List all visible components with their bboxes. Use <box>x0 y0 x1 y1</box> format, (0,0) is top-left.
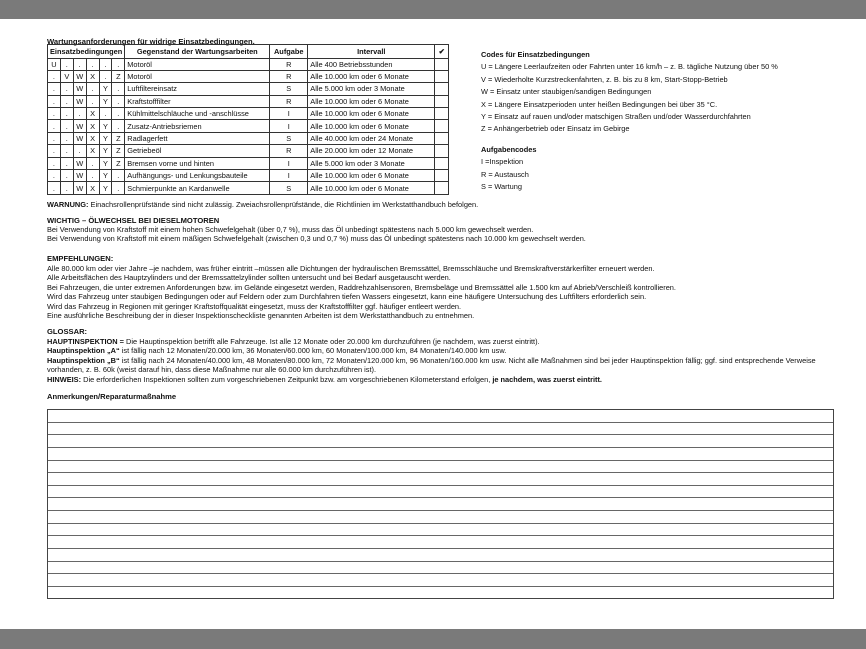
recommendation-line: Wird das Fahrzeug in Regionen mit geringer Kraftstoffqualität eingesetzt, muss der Kraftstofffilter ggf. häufiger entleert werden. <box>47 301 462 311</box>
recommendations-paragraph <box>47 264 837 320</box>
viewer-bottom-bar <box>0 629 866 649</box>
condition-cell: . <box>48 145 61 157</box>
condition-cell: . <box>86 157 99 169</box>
condition-cell: Z <box>112 70 125 82</box>
condition-cell: Y <box>99 95 112 107</box>
condition-cell: . <box>86 170 99 182</box>
condition-cell: . <box>60 95 73 107</box>
table-row <box>48 83 449 95</box>
note-line[interactable] <box>48 448 833 461</box>
condition-cell: Z <box>112 145 125 157</box>
condition-cell: Y <box>99 157 112 169</box>
condition-cell: Z <box>112 132 125 144</box>
object-cell: Motoröl <box>125 58 270 70</box>
task-cell: I <box>270 157 308 169</box>
condition-cell: X <box>86 182 99 194</box>
table-body <box>48 58 449 194</box>
warning-paragraph <box>47 200 837 209</box>
condition-cell: . <box>48 157 61 169</box>
condition-cell: . <box>73 58 86 70</box>
header-object: Gegenstand der Wartungsarbeiten <box>125 45 270 59</box>
condition-cell: X <box>86 70 99 82</box>
note-line[interactable] <box>48 574 833 587</box>
condition-cell: W <box>73 83 86 95</box>
condition-cell: V <box>60 70 73 82</box>
check-cell[interactable] <box>435 157 449 169</box>
condition-cell: . <box>112 83 125 95</box>
condition-cell: W <box>73 132 86 144</box>
interval-cell: Alle 400 Betriebsstunden <box>308 58 435 70</box>
task-code-r: R = Austausch <box>481 169 529 179</box>
condition-cell: . <box>60 157 73 169</box>
check-cell[interactable] <box>435 132 449 144</box>
header-conditions: Einsatzbedingungen <box>48 45 125 59</box>
condition-cell: Z <box>112 157 125 169</box>
recommendations-title: EMPFEHLUNGEN: <box>47 254 114 263</box>
oil-line: Bei Verwendung von Kraftstoff mit einem mäßigen Schwefelgehalt (zwischen 0,3 und 0,7 %) muss das Öl unbedingt spätestens nach 10.000 km gewechselt werden. <box>47 234 586 244</box>
condition-cell: . <box>112 95 125 107</box>
codes-legend <box>481 49 841 193</box>
code-z: Z = Anhängerbetrieb oder Einsatz im Gebirge <box>481 124 630 134</box>
interval-cell: Alle 10.000 km oder 6 Monate <box>308 170 435 182</box>
maintenance-title: Wartungsanforderungen für widrige Einsatzbedingungen. <box>47 37 255 46</box>
recommendation-line: Alle Arbeitsflächen des Hauptzylinders und der Bremssattelzylinder sollten untersucht und bei Bedarf ausgetauscht werden. <box>47 273 451 283</box>
note-line[interactable] <box>48 423 833 436</box>
condition-cell: . <box>99 70 112 82</box>
header-task: Aufgabe <box>270 45 308 59</box>
task-cell: R <box>270 95 308 107</box>
task-code-i: I =Inspektion <box>481 157 524 167</box>
check-cell[interactable] <box>435 70 449 82</box>
condition-cell: . <box>86 83 99 95</box>
condition-cell: W <box>73 95 86 107</box>
condition-cell: . <box>60 120 73 132</box>
condition-cell: . <box>48 108 61 120</box>
task-cell: S <box>270 182 308 194</box>
condition-cell: . <box>60 132 73 144</box>
oil-paragraph <box>47 225 837 244</box>
interval-cell: Alle 5.000 km oder 3 Monate <box>308 157 435 169</box>
code-w: W = Einsatz unter staubigen/sandigen Bedingungen <box>481 87 652 97</box>
condition-cell: U <box>48 58 61 70</box>
condition-cell: . <box>99 108 112 120</box>
check-cell[interactable] <box>435 83 449 95</box>
code-y: Y = Einsatz auf rauen und/oder matschigen Straßen und/oder Wasserdurchfahrten <box>481 112 751 122</box>
condition-cell: . <box>48 70 61 82</box>
interval-cell: Alle 10.000 km oder 6 Monate <box>308 95 435 107</box>
object-cell: Radlagerfett <box>125 132 270 144</box>
check-cell[interactable] <box>435 145 449 157</box>
header-interval: Intervall <box>308 45 435 59</box>
code-u: U = Längere Leerlaufzeiten oder Fahrten unter 16 km/h – z. B. tägliche Nutzung über 50 % <box>481 62 778 72</box>
interval-cell: Alle 20.000 km oder 12 Monate <box>308 145 435 157</box>
condition-cell: . <box>48 95 61 107</box>
condition-cell: . <box>60 108 73 120</box>
object-cell: Bremsen vorne und hinten <box>125 157 270 169</box>
object-cell: Zusatz-Antriebsriemen <box>125 120 270 132</box>
task-cell: R <box>270 145 308 157</box>
condition-cell: . <box>112 120 125 132</box>
condition-cell: . <box>48 83 61 95</box>
interval-cell: Alle 5.000 km oder 3 Monate <box>308 83 435 95</box>
condition-cell: . <box>99 58 112 70</box>
condition-cell: W <box>73 157 86 169</box>
interval-cell: Alle 10.000 km oder 6 Monate <box>308 120 435 132</box>
condition-cell: . <box>60 58 73 70</box>
task-cell: S <box>270 132 308 144</box>
interval-cell: Alle 10.000 km oder 6 Monate <box>308 70 435 82</box>
glossary-title: GLOSSAR: <box>47 327 88 336</box>
condition-cell: W <box>73 120 86 132</box>
recommendation-line: Alle 80.000 km oder vier Jahre –je nachdem, was früher eintritt –müssen alle Dichtungen der hydraulischen Bremssättel, Bremsschläuche und Bremskraftverstärkerfilter erneuert werden. <box>47 264 655 273</box>
condition-cell: . <box>112 182 125 194</box>
oil-line: Bei Verwendung von Kraftstoff mit einem hohen Schwefelgehalt (über 0,7 %), muss das Öl unbedingt spätestens nach 5.000 km gewechselt werden. <box>47 225 534 234</box>
condition-cell: W <box>73 70 86 82</box>
task-code-s: S = Wartung <box>481 182 523 192</box>
condition-cell: . <box>48 170 61 182</box>
condition-cell: Y <box>99 182 112 194</box>
note-line[interactable] <box>48 461 833 474</box>
note-line[interactable] <box>48 536 833 549</box>
check-cell[interactable] <box>435 182 449 194</box>
condition-cell: . <box>112 170 125 182</box>
recommendation-line: Wird das Fahrzeug unter staubigen Bedingungen oder auf Feldern oder zum Durchfahren tiefen Wassers eingesetzt, kann eine häufigere Untersuchung des Luftfilters erforderlich sein. <box>47 292 647 302</box>
glossary-paragraph <box>47 337 837 384</box>
warning-label: WARNUNG: <box>47 200 89 209</box>
condition-cell: X <box>86 108 99 120</box>
header-check: ✔ <box>435 45 449 59</box>
task-cell: I <box>270 108 308 120</box>
glossary-main-text: Die Hauptinspektion betrifft alle Fahrzeuge. Ist alle 12 Monate oder 20.000 km durchzuführen (je nachdem, was zuerst eintritt). <box>124 337 540 346</box>
hint-text: Die erforderlichen Inspektionen sollten zum vorgeschriebenen Zeitpunkt bzw. am vorgeschriebenen Kilometerstand erfolgen, <box>81 374 493 384</box>
task-cell: S <box>270 83 308 95</box>
glossary-a-text: ist fällig nach 12 Monaten/20.000 km, 36 Monaten/60.000 km, 60 Monaten/100.000 km, 84 Monaten/140.000 km usw. <box>119 346 507 356</box>
condition-cell: . <box>60 145 73 157</box>
condition-cell: . <box>60 182 73 194</box>
code-x: X = Längere Einsatzperioden unter heißen Bedingungen bei über 35 °C. <box>481 99 718 109</box>
codes-title: Codes für Einsatzbedingungen <box>481 50 590 59</box>
interval-cell: Alle 10.000 km oder 6 Monate <box>308 182 435 194</box>
code-v: V = Wiederholte Kurzstreckenfahrten, z. B. bis zu 8 km, Start-Stopp-Betrieb <box>481 74 728 84</box>
condition-cell: Y <box>99 83 112 95</box>
condition-cell: W <box>73 170 86 182</box>
notes-lines-box[interactable] <box>47 409 834 599</box>
note-line[interactable] <box>48 473 833 486</box>
glossary-a-label: Hauptinspektion „A“ <box>47 346 120 356</box>
check-cell[interactable] <box>435 108 449 120</box>
condition-cell: . <box>112 58 125 70</box>
oil-title: WICHTIG – ÖLWECHSEL BEI DIESELMOTOREN <box>47 216 220 225</box>
condition-cell: . <box>48 120 61 132</box>
document-page <box>0 19 866 629</box>
table-row <box>48 70 449 82</box>
table-row <box>48 182 449 194</box>
condition-cell: . <box>60 83 73 95</box>
object-cell: Motoröl <box>125 70 270 82</box>
note-line[interactable] <box>48 524 833 537</box>
condition-cell: . <box>60 170 73 182</box>
table-row <box>48 120 449 132</box>
interval-cell: Alle 10.000 km oder 6 Monate <box>308 108 435 120</box>
note-line[interactable] <box>48 410 833 423</box>
condition-cell: X <box>86 132 99 144</box>
recommendation-line: Eine ausführliche Beschreibung der in dieser Inspektionscheckliste genannten Arbeiten ist dem Werkstatthandbuch zu entnehmen. <box>47 311 475 321</box>
condition-cell: Y <box>99 170 112 182</box>
note-line[interactable] <box>48 511 833 524</box>
note-line[interactable] <box>48 498 833 511</box>
check-cell[interactable] <box>435 120 449 132</box>
object-cell: Luftfiltereinsatz <box>125 83 270 95</box>
glossary-main-label: HAUPTINSPEKTION = <box>47 337 124 346</box>
condition-cell: . <box>48 182 61 194</box>
note-line[interactable] <box>48 549 833 562</box>
task-codes-title: Aufgabencodes <box>481 144 537 154</box>
task-cell: I <box>270 170 308 182</box>
notes-title: Anmerkungen/Reparaturmaßnahme <box>47 392 177 401</box>
table-row <box>48 145 449 157</box>
check-cell[interactable] <box>435 170 449 182</box>
condition-cell: . <box>86 95 99 107</box>
table-row <box>48 132 449 144</box>
check-cell[interactable] <box>435 58 449 70</box>
table-header-row <box>48 45 449 59</box>
condition-cell: Y <box>99 120 112 132</box>
condition-cell: W <box>73 182 86 194</box>
object-cell: Getriebeöl <box>125 145 270 157</box>
object-cell: Kühlmittelschläuche und -anschlüsse <box>125 108 270 120</box>
table-row <box>48 58 449 70</box>
task-cell: R <box>270 70 308 82</box>
note-line[interactable] <box>48 435 833 448</box>
note-line[interactable] <box>48 562 833 575</box>
table-row <box>48 157 449 169</box>
hint-bold: je nachdem, was zuerst eintritt. <box>492 374 602 384</box>
note-line[interactable] <box>48 486 833 499</box>
condition-cell: . <box>86 58 99 70</box>
viewer-top-bar <box>0 0 866 19</box>
condition-cell: Y <box>99 145 112 157</box>
table-row <box>48 95 449 107</box>
table-row <box>48 170 449 182</box>
recommendation-line: Bei Fahrzeugen, die unter extremen Anforderungen bzw. im Gelände eingesetzt werden, Raddrehzahlsensoren, Bremsbeläge und Bremssättel alle 1.500 km auf Abrieb/Verschleiß kontrollieren. <box>47 282 676 292</box>
condition-cell: . <box>73 108 86 120</box>
object-cell: Schmierpunkte an Kardanwelle <box>125 182 270 194</box>
condition-cell: X <box>86 120 99 132</box>
maintenance-table <box>47 44 449 195</box>
hint-label: HINWEIS: <box>47 374 82 384</box>
interval-cell: Alle 40.000 km oder 24 Monate <box>308 132 435 144</box>
glossary-b-text: ist fällig nach 24 Monaten/40.000 km, 48 Monaten/80.000 km, 72 Monaten/120.000 km, 96 Monaten/160.000 km usw. Nicht alle Maßnahmen sind bei jeder Hauptinspektion fällig; ggf. sind entsprechende Verweise vorhanden, z. B. 60k (weist darauf hin, dass diese Maßnahme nur alle 60.000 km durchzuführen ist). <box>47 355 816 375</box>
warning-text: Einachsrollenprüfstände sind nicht zulässig. Zweiachsrollenprüfstände, die Richtlinien im Werkstatthandbuch befolgen. <box>88 200 479 209</box>
check-cell[interactable] <box>435 95 449 107</box>
task-cell: R <box>270 58 308 70</box>
object-cell: Aufhängungs- und Lenkungsbauteile <box>125 170 270 182</box>
object-cell: Kraftstofffilter <box>125 95 270 107</box>
note-line[interactable] <box>48 587 833 600</box>
condition-cell: Y <box>99 132 112 144</box>
table-row <box>48 108 449 120</box>
condition-cell: . <box>48 132 61 144</box>
task-cell: I <box>270 120 308 132</box>
condition-cell: X <box>86 145 99 157</box>
glossary-b-label: Hauptinspektion „B“ <box>47 355 120 365</box>
condition-cell: . <box>112 108 125 120</box>
condition-cell: . <box>73 145 86 157</box>
